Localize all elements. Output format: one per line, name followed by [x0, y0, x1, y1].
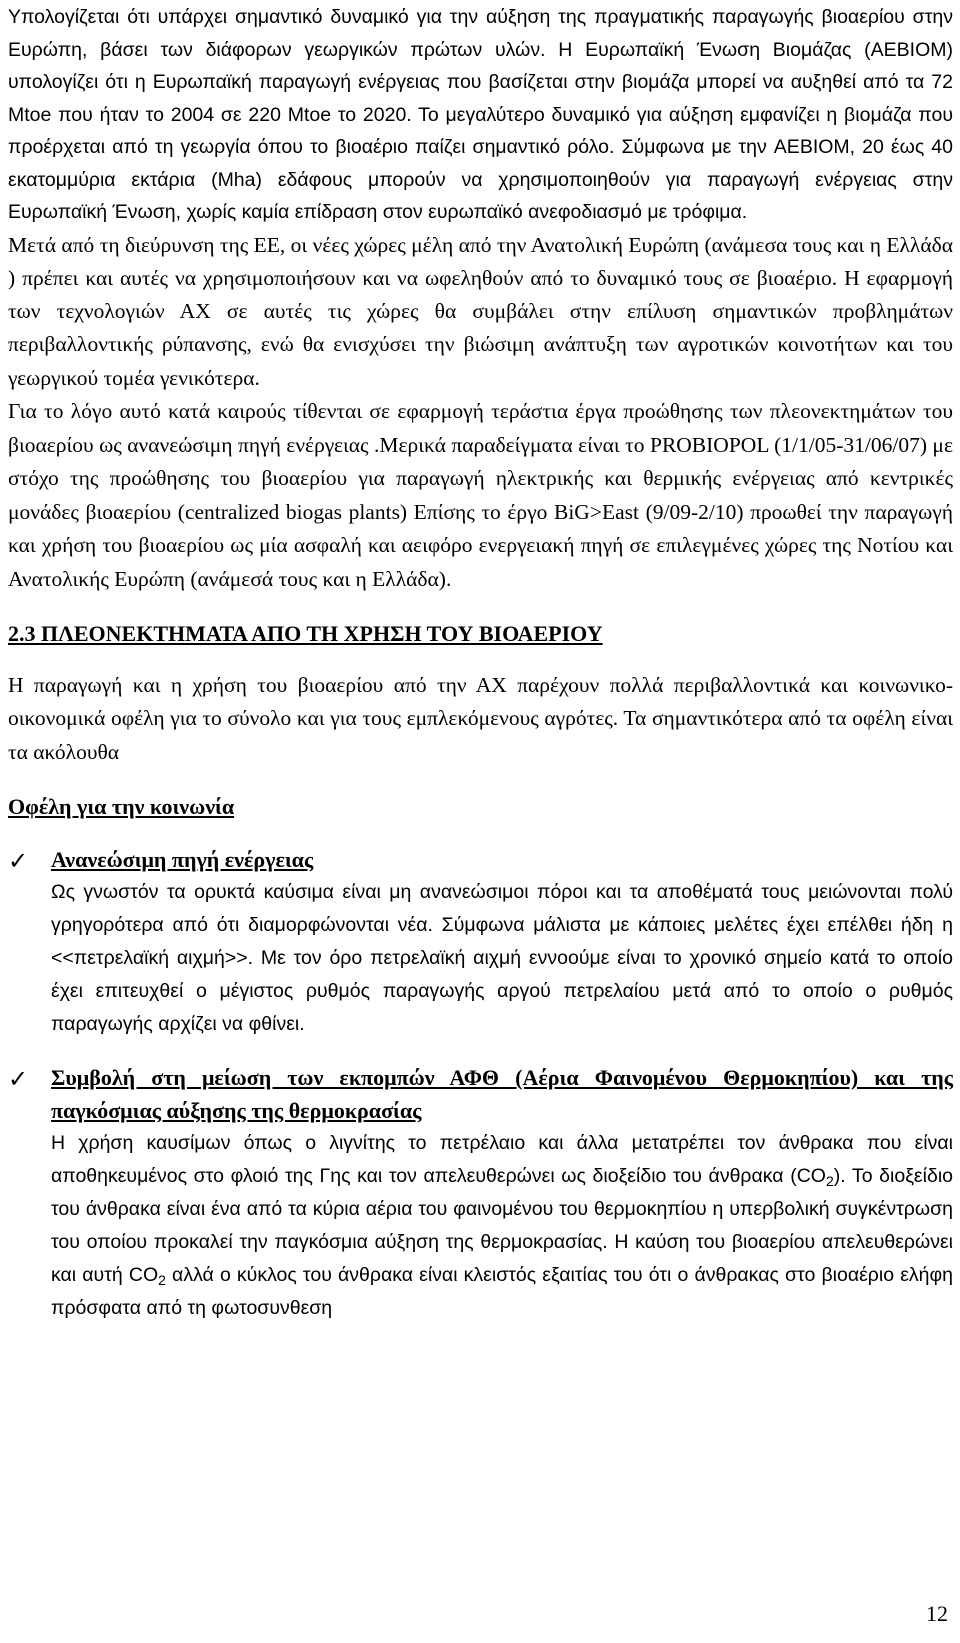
benefit-body-emissions [8, 1127, 953, 1325]
benefit-item-renewable [8, 843, 953, 876]
co2-subscript: 2 [158, 1272, 166, 1289]
subheading-society-benefits: Οφέλη για την κοινωνία [8, 794, 235, 820]
page-number: 12 [926, 1601, 948, 1626]
paragraph-projects: Για το λόγο αυτό κατά καιρούς τίθενται σε εφαρμογή τεράστια έργα προώθησης των πλεονεκτημάτων του βιοαερίου ως ανανεώσιμη πηγή ενέργειας .Μερικά παραδείγματα είναι το PROBIOPOL (1/1/05-31/06/07) με στόχο της προώθησης του βιοαερίου για παραγωγή ηλεκτρικής και θερμικής ενέργειας από κεντρικές μονάδες βιοαερίου (centralized biogas plants) Επίσης το έργο BiG>East (9/09-2/10) προωθεί την παραγωγή και χρήση του βιοαερίου ως μία ασφαλή και αειφόρο ενεργειακή πηγή σε επιλεγμένες χώρες της Νοτίου και Ανατολικής Ευρώπη (ανάμεσά τους και η Ελλάδα). [8, 398, 953, 591]
checkmark-icon: ✓ [8, 847, 29, 876]
benefit-item-emissions [8, 1061, 953, 1127]
benefit-body-renewable: Ως γνωστόν τα ορυκτά καύσιμα είναι μη ανανεώσιμοι πόροι και τα αποθέματά τους μειώνονται πολύ γρηγορότερα από ότι διαμορφώνονται νέα. Σύμφωνα μάλιστα με κάποιες μελέτες έχει επέλθει ήδη η <<πετρελαϊκή αιχμή>>. Με τον όρο πετρελαϊκή αιχμή εννοούμε είναι το χρονικό σημείο κατά το οποίο έχει επιτευχθεί ο μέγιστος ρυθμός παραγωγής αργού πετρελαίου μετά από το οποίο ο ρυθμός παραγωγής αρχίζει να φθίνει. [51, 881, 953, 1036]
emissions-text-part2: ). Το διοξείδιο του άνθρακα είναι ένα από τα κύρια αέρια του φαινομένου του θερμοκηπίου η υπερβολική συγκέντρωση του οποίου προκαλεί την παγκόσμια αύξηση της θερμοκρασίας. Η καύση του βιοαερίου απελευθερώνει και αυτή CO [51, 1165, 953, 1287]
co2-subscript: 2 [825, 1173, 834, 1190]
benefit-title-renewable: Ανανεώσιμη πηγή ενέργειας [51, 847, 314, 873]
paragraph-eu-enlargement: Μετά από τη διεύρυνση της ΕΕ, οι νέες χώρες μέλη από την Ανατολική Ευρώπη (ανάμεσα τους και η Ελλάδα ) πρέπει και αυτές να χρησιμοποιήσουν και να ωφεληθούν από το δυναμικό τους σε βιοαέριο. Η εφαρμογή των τεχνολογιών ΑΧ σε αυτές τις χώρες θα συμβάλει στην επίλυση σημαντικών προβλημάτων περιβαλλοντικής ρύπανσης, ενώ θα ενισχύσει την βιώσιμη ανάπτυξη των αγροτικών κοινοτήτων και του γεωργικού τομέα γενικότερα. [8, 232, 953, 390]
section-heading: 2.3 ΠΛΕΟΝΕΚΤΗΜΑΤΑ ΑΠΟ ΤΗ ΧΡΗΣΗ ΤΟΥ ΒΙΟΑΕΡΙΟΥ [8, 620, 603, 646]
emissions-text-part1: Η χρήση καυσίμων όπως ο λιγνίτης το πετρέλαιο και άλλα μετατρέπει τον άνθρακα που είναι αποθηκευμένος στο φλοιό της Γης και τον απελευθερώνει ως διοξείδιο του άνθρακα (CO [51, 1132, 953, 1188]
benefit-title-emissions: Συμβολή στη μείωση των εκπομπών ΑΦΘ (Αέρια Φαινομένου Θερμοκηπίου) και της παγκόσμιας αύξησης της θερμοκρασίας [51, 1065, 953, 1124]
paragraph-europe-potential: Υπολογίζεται ότι υπάρχει σημαντικό δυναμικό για την αύξηση της πραγματικής παραγωγής βιοαερίου στην Ευρώπη, βάσει των διάφορων γεωργικών πρώτων υλών. Η Ευρωπαϊκή Ένωση Βιομάζας (AEBIOM) υπολογίζει ότι η Ευρωπαϊκή παραγωγή ενέργειας που βασίζεται στην βιομάζα μπορεί να αυξηθεί από τα 72 Mtoe που ήταν το 2004 σε 220 Mtoe το 2020. Το μεγαλύτερο δυναμικό για αύξηση εμφανίζει η βιομάζα που προέρχεται από τη γεωργία όπου το βιοαέριο παίζει σημαντικό ρόλο. Σύμφωνα με την AEBIOM, 20 έως 40 εκατομμύρια εκτάρια (Mha) εδάφους μπορούν να χρησιμοποιηθούν για παραγωγή ενέργειας στην Ευρωπαϊκή Ένωση, χωρίς καμία επίδραση στον ευρωπαϊκό ανεφοδιασμό με τρόφιμα. [8, 6, 953, 223]
checkmark-icon: ✓ [8, 1065, 29, 1094]
paragraph-benefits-intro: Η παραγωγή και η χρήση του βιοαερίου από την ΑΧ παρέχουν πολλά περιβαλλοντικά και κοινωνικο-οικονομικά οφέλη για το σύνολο και για τους εμπλεκόμενους αγρότες. Τα σημαντικότερα από τα οφέλη είναι τα ακόλουθα [8, 672, 953, 764]
emissions-text-part3: αλλά ο κύκλος του άνθρακα είναι κλειστός εξαιτίας του ότι ο άνθρακας στο βιοαέριο ελήφη πρόσφατα από τη φωτοσυνθεση [51, 1264, 953, 1320]
